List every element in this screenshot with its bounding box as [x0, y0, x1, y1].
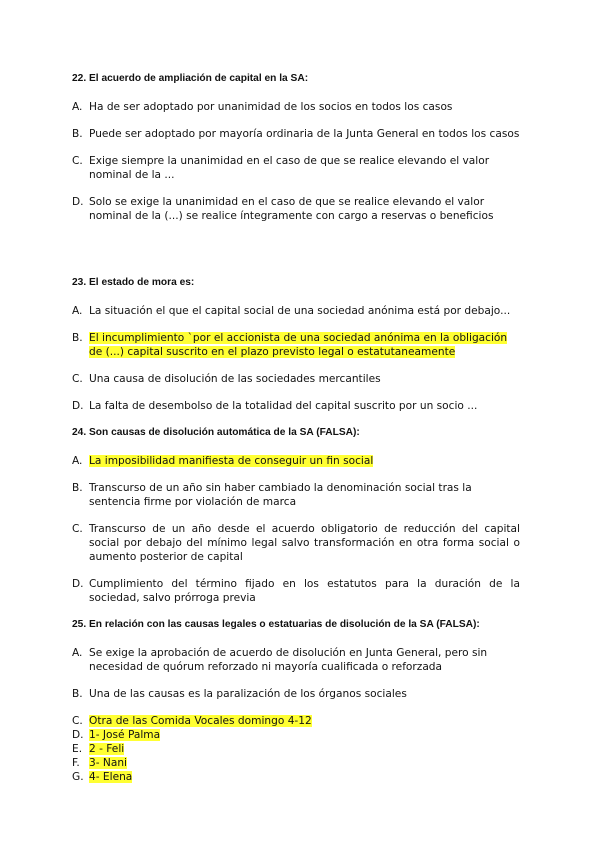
option-text: Se exige la aprobación de acuerdo de disolución en Junta General, pero sin necesidad de quórum reforzado ni mayoría cualificada o reforzada [89, 647, 488, 673]
option-letter: A. [72, 455, 83, 467]
option-letter: A. [72, 101, 83, 113]
option-text: Cumplimiento del término fijado en los estatutos para la duración de la sociedad, salvo prórroga previa [89, 578, 520, 604]
option-letter: G. [72, 771, 84, 783]
option-letter: A. [72, 305, 83, 317]
question-23-title: 23. El estado de mora es: [72, 277, 195, 288]
option-23-a [72, 304, 520, 318]
option-letter: E. [72, 743, 83, 755]
option-text: Transcurso de un año desde el acuerdo obligatorio de reducción del capital social por debajo del mínimo legal salvo transformación en otra forma social o aumento posterior de capital [89, 523, 520, 563]
option-24-d [72, 577, 520, 605]
option-25-f [72, 756, 520, 770]
option-letter: B. [72, 482, 83, 494]
option-letter: D. [72, 400, 84, 412]
option-23-b [72, 331, 520, 359]
spacer [72, 236, 520, 276]
option-text: Transcurso de un año sin haber cambiado la denominación social tras la sentencia firme por violación de marca [89, 482, 472, 508]
option-25-b [72, 687, 520, 701]
option-letter: C. [72, 523, 83, 535]
option-22-b [72, 127, 520, 141]
option-23-c [72, 372, 520, 386]
question-24-title: 24. Son causas de disolución automática de la SA (FALSA): [72, 427, 360, 438]
highlighted-text: Otra de las Comida Vocales domingo 4-12 [89, 715, 312, 727]
option-letter: B. [72, 332, 83, 344]
highlighted-text: 4- Elena [89, 771, 133, 783]
option-22-d [72, 195, 520, 223]
option-25-c [72, 714, 520, 728]
option-text: Puede ser adoptado por mayoría ordinaria de la Junta General en todos los casos [89, 128, 520, 140]
option-letter: D. [72, 578, 84, 590]
option-24-c [72, 522, 520, 564]
option-23-d [72, 399, 520, 413]
highlighted-answer-text: La imposibilidad manifiesta de conseguir un fin social [89, 455, 374, 467]
option-text: Ha de ser adoptado por unanimidad de los socios en todos los casos [89, 101, 453, 113]
option-letter: D. [72, 729, 84, 741]
option-25-e [72, 742, 520, 756]
option-text: Una causa de disolución de las sociedades mercantiles [89, 373, 381, 385]
option-text: Solo se exige la unanimidad en el caso de que se realice elevando el valor nominal de la (...) se realice íntegramente con cargo a reservas o beneficios [89, 196, 494, 222]
highlighted-answer-text: El incumplimiento `por el accionista de una sociedad anónima en la obligación de (...) capital suscrito en el plazo previsto legal o estatutaneamente [89, 332, 508, 358]
option-22-c [72, 154, 520, 182]
option-letter: B. [72, 128, 83, 140]
option-25-d [72, 728, 520, 742]
option-letter: C. [72, 373, 83, 385]
option-letter: C. [72, 715, 83, 727]
option-letter: A. [72, 647, 83, 659]
option-22-a [72, 100, 520, 114]
option-text: Una de las causas es la paralización de los órganos sociales [89, 688, 407, 700]
question-25-title: 25. En relación con las causas legales o estatuarias de disolución de la SA (FALSA): [72, 619, 480, 630]
option-25-g [72, 770, 520, 784]
option-24-a [72, 454, 520, 468]
option-letter: D. [72, 196, 84, 208]
highlighted-text: 1- José Palma [89, 729, 161, 741]
option-24-b [72, 481, 520, 509]
highlighted-text: 3- Nani [89, 757, 128, 769]
option-text: La falta de desembolso de la totalidad del capital suscrito por un socio ... [89, 400, 478, 412]
option-letter: C. [72, 155, 83, 167]
highlighted-text: 2 - Feli [89, 743, 125, 755]
option-text: Exige siempre la unanimidad en el caso de que se realice elevando el valor nominal de la ... [89, 155, 490, 181]
option-letter: B. [72, 688, 83, 700]
option-text: La situación el que el capital social de una sociedad anónima está por debajo... [89, 305, 511, 317]
question-22-title: 22. El acuerdo de ampliación de capital en la SA: [72, 73, 309, 84]
option-letter: F. [72, 757, 80, 769]
option-25-a [72, 646, 520, 674]
